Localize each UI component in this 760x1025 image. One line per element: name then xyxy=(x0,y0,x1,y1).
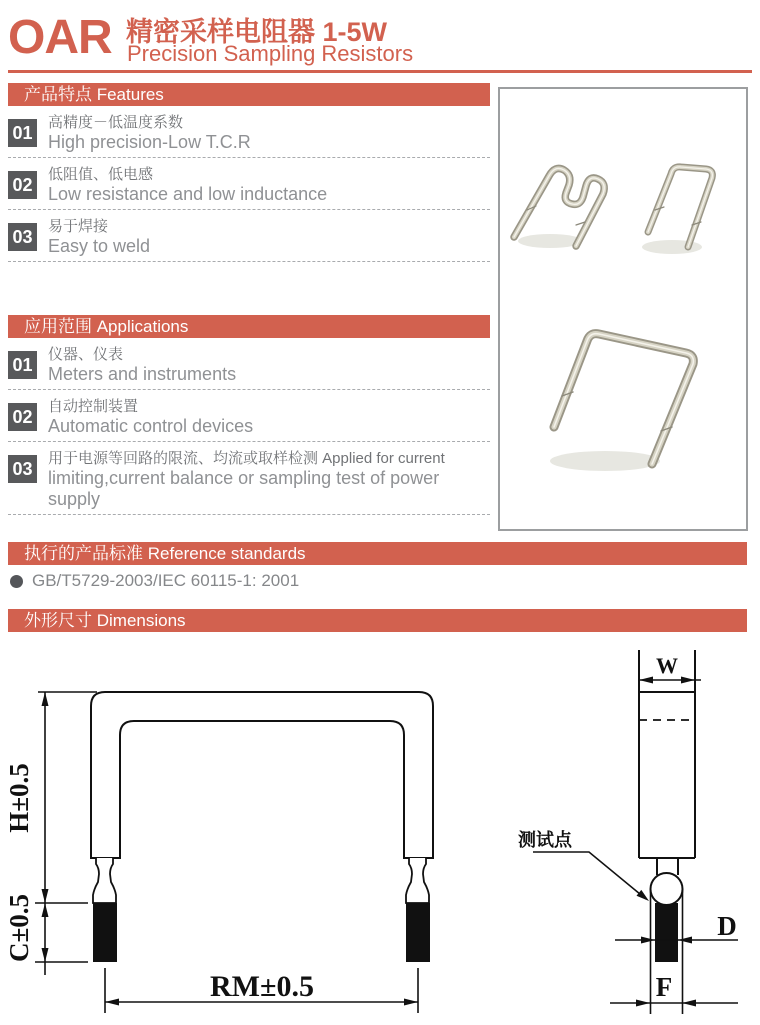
features-banner: 产品特点 Features xyxy=(8,83,490,106)
feature-text-cn: 易于焊接 xyxy=(48,218,109,235)
test-point-label: 测试点 xyxy=(518,830,572,850)
dim-label-d: D xyxy=(717,911,737,941)
applications-banner: 应用范围 Applications xyxy=(8,315,490,338)
small-u-resistor xyxy=(648,167,712,247)
bullet-icon xyxy=(10,575,23,588)
application-item xyxy=(8,442,490,515)
brand-logo: OAR xyxy=(8,11,112,64)
application-item xyxy=(8,390,490,442)
dim-label-h: H±0.5 xyxy=(4,763,34,833)
dim-label-c: C±0.5 xyxy=(4,893,34,963)
features-section xyxy=(8,83,490,262)
side-view-outline xyxy=(639,650,695,875)
standards-text: GB/T5729-2003/IEC 60115-1: 2001 xyxy=(32,571,300,590)
dim-label-w: W xyxy=(656,653,678,678)
application-text-cn: 仪器、仪表 xyxy=(48,346,124,363)
application-text-cn: 自动控制装置 xyxy=(48,398,139,415)
resistor-photo-illustration xyxy=(500,89,746,529)
standards-item xyxy=(10,571,299,591)
application-text-en: Meters and instruments xyxy=(48,364,237,384)
feature-text-en: Low resistance and low inductance xyxy=(48,184,328,204)
feature-item xyxy=(8,210,490,262)
dim-label-f: F xyxy=(655,972,673,1002)
dimensions-banner: 外形尺寸 Dimensions xyxy=(8,609,747,632)
feature-text-cn: 高精度－低温度系数 xyxy=(48,114,184,131)
application-text-cn: 用于电源等回路的限流、均流或取样检测 Applied for current xyxy=(48,450,445,467)
standards-banner: 执行的产品标准 Reference standards xyxy=(8,542,747,565)
front-view-outline xyxy=(91,692,433,962)
dim-label-rm: RM±0.5 xyxy=(210,970,314,1003)
side-view-dimensions xyxy=(639,677,701,1015)
product-photo xyxy=(498,87,748,531)
feature-number: 02 xyxy=(8,171,37,199)
feature-number: 01 xyxy=(8,119,37,147)
dimensions-drawing xyxy=(0,632,760,1025)
right-terminal-tip xyxy=(406,903,430,962)
application-text-en: Automatic control devices xyxy=(48,416,254,436)
application-item xyxy=(8,338,490,390)
feature-item xyxy=(8,158,490,210)
left-terminal-tip xyxy=(93,903,117,962)
feature-text-en: Easy to weld xyxy=(48,236,151,256)
application-number: 01 xyxy=(8,351,37,379)
application-text-en: limiting,current balance or sampling test of power supply xyxy=(48,468,440,509)
side-view-dimensions2 xyxy=(533,852,738,1007)
applications-section xyxy=(8,315,490,515)
feature-text-cn: 低阻值、低电感 xyxy=(48,166,154,183)
large-u-resistor xyxy=(554,334,693,464)
feature-item xyxy=(8,106,490,158)
side-terminal-tip xyxy=(655,903,678,962)
test-point-ball xyxy=(651,873,683,905)
page-title-en: Precision Sampling Resistors xyxy=(127,41,414,66)
header-divider xyxy=(8,70,752,73)
application-number: 03 xyxy=(8,455,37,483)
feature-number: 03 xyxy=(8,223,37,251)
feature-text-en: High precision-Low T.C.R xyxy=(48,132,251,152)
page-title-cn: 精密采样电阻器 1-5W xyxy=(126,17,388,47)
application-number: 02 xyxy=(8,403,37,431)
